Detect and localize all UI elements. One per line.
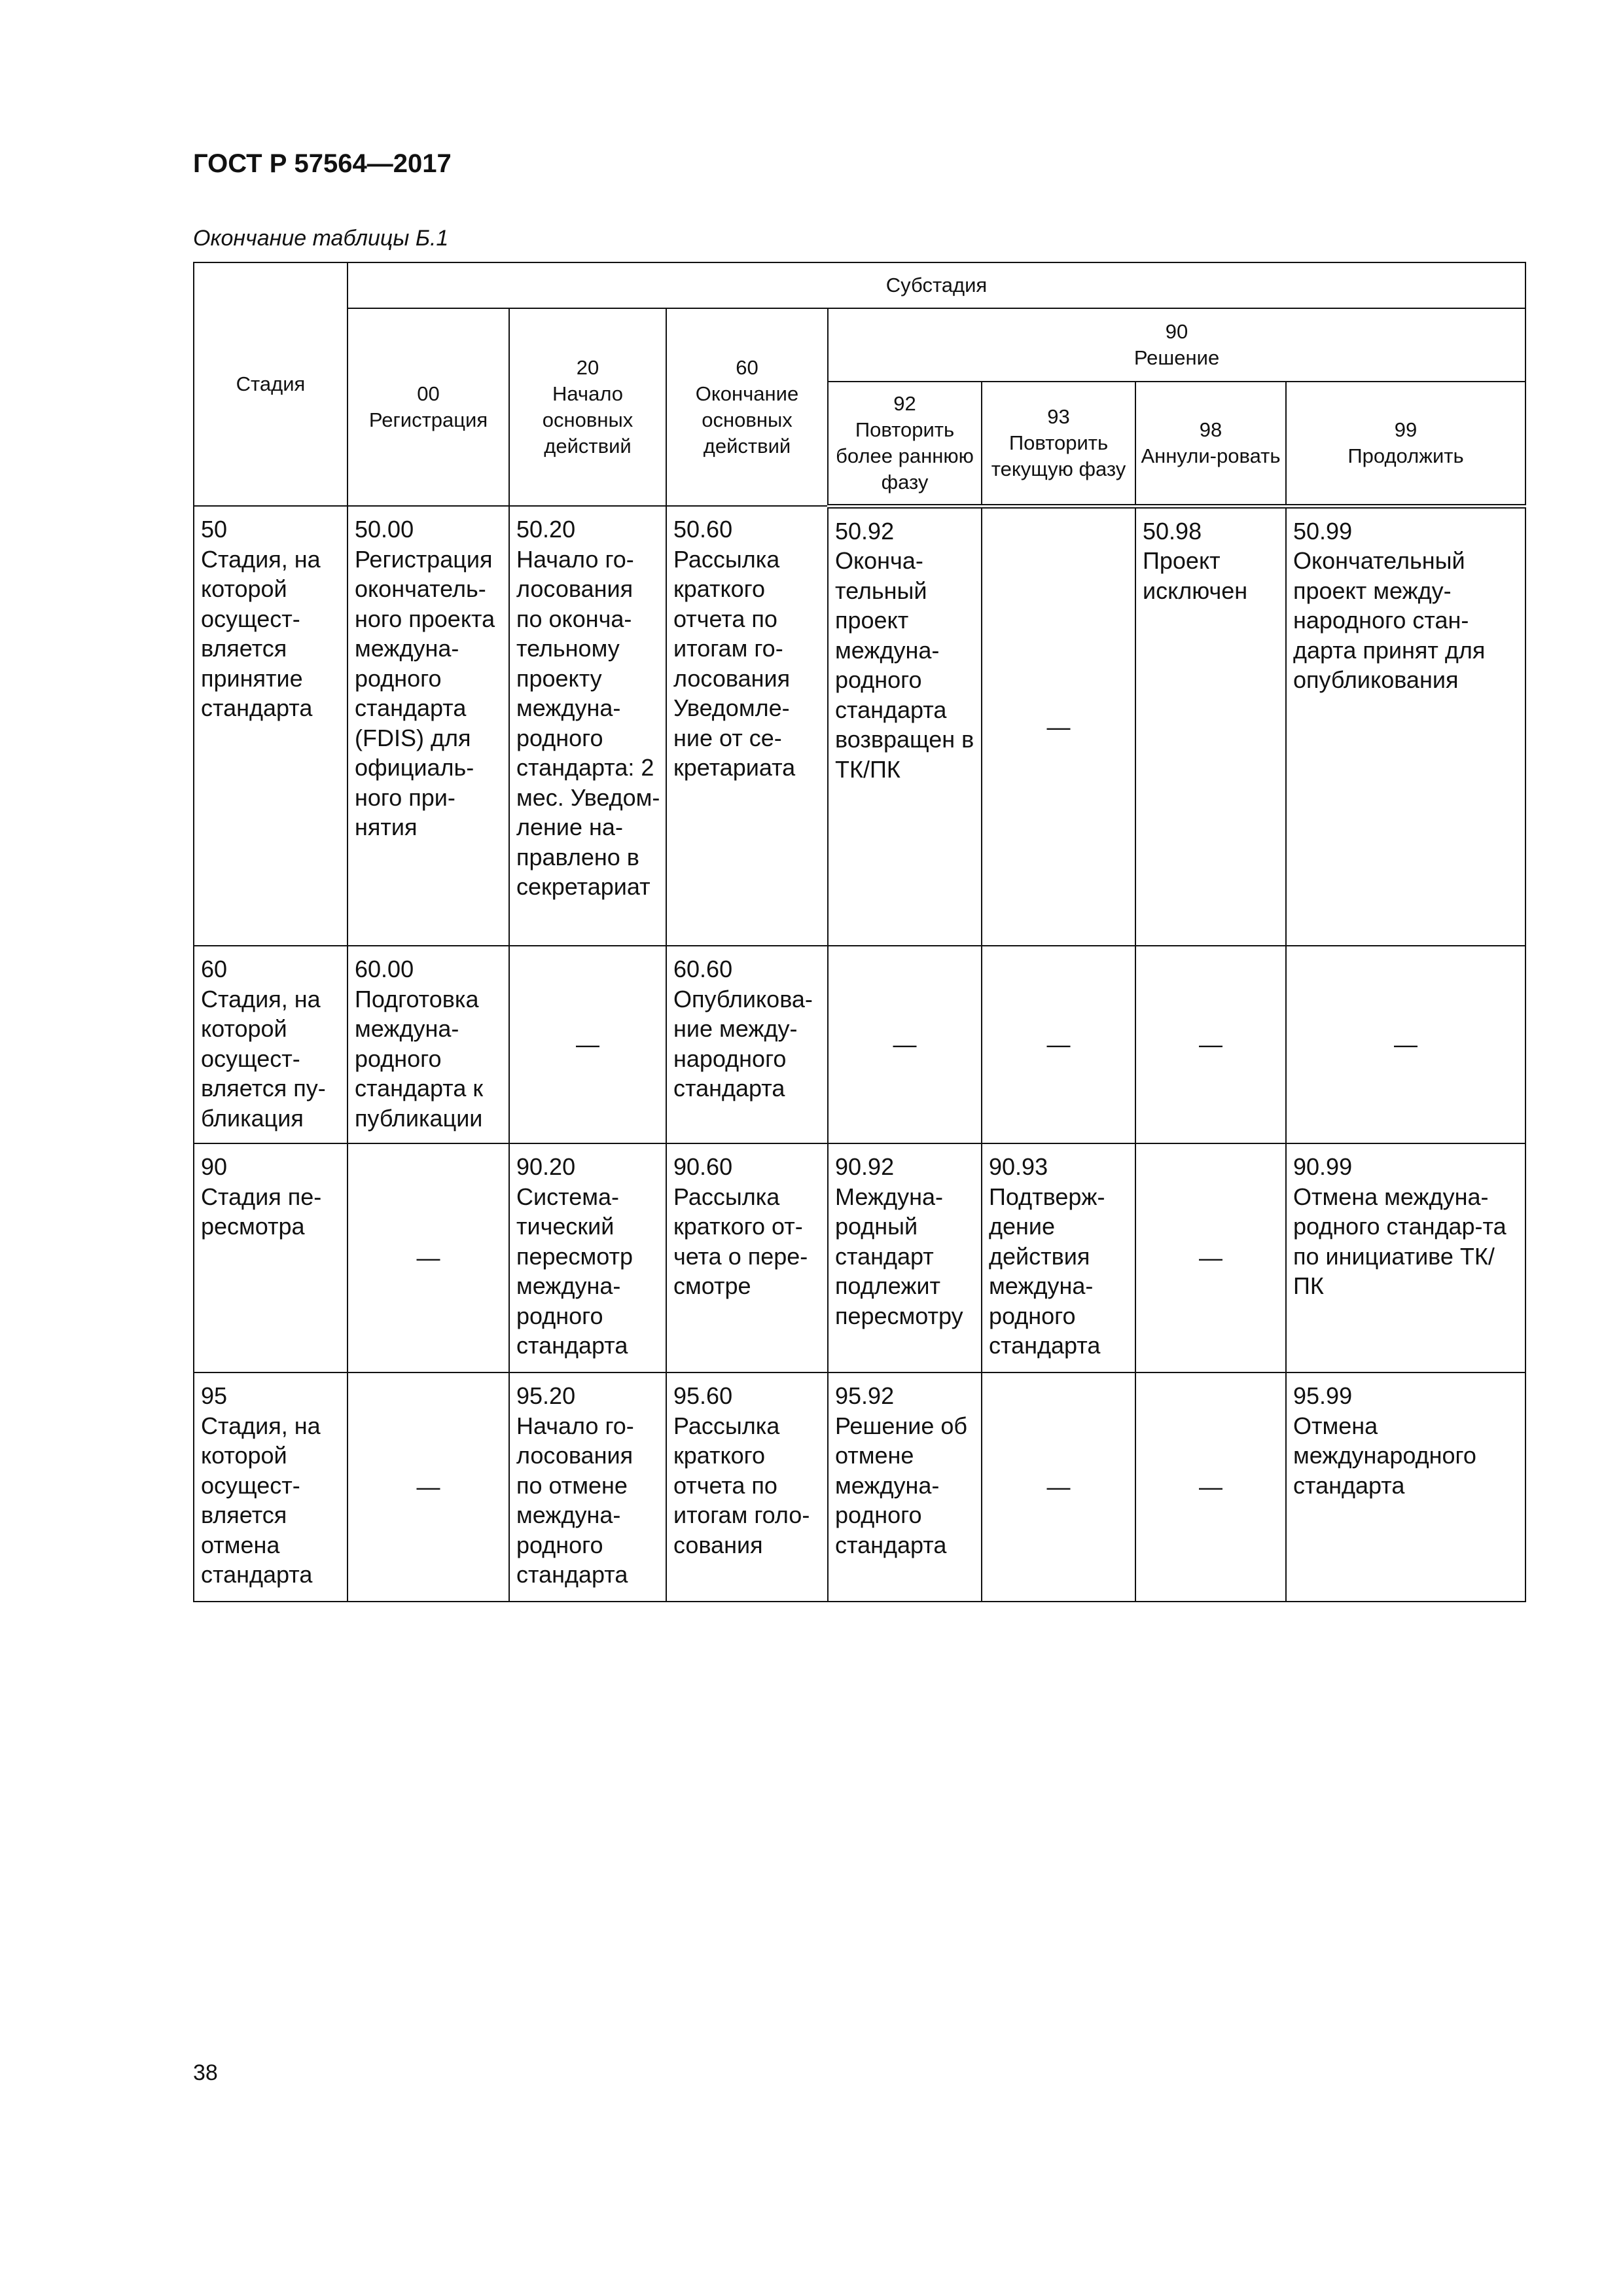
substage-code: 95.99 [1293, 1382, 1353, 1409]
substage-code: 90.93 [989, 1153, 1048, 1180]
cell-50-98 [1135, 506, 1286, 946]
substage-code: 95.20 [516, 1382, 576, 1409]
empty-cell-dash: — [1135, 1143, 1286, 1372]
cell-50-20 [509, 506, 666, 946]
cell-50-92 [828, 506, 982, 946]
col-label: Окончание основных действий [695, 382, 799, 457]
substage-text: Регистрация окончатель-ного проекта междуна-родного стандарта (FDIS) для официаль-ного при-нятия [355, 545, 495, 840]
empty-cell-dash: — [509, 946, 666, 1143]
substage-table [193, 262, 1526, 1602]
table-row-90 [194, 1143, 1525, 1372]
cell-60-60 [666, 946, 828, 1143]
table-row-95 [194, 1372, 1525, 1602]
col-header-60 [666, 308, 828, 506]
stage-label: Стадия, на которой осущест-вляется принятие стандарта [201, 545, 321, 721]
stage-label: Стадия пе-ресмотра [201, 1183, 322, 1240]
stage-label: Стадия, на которой осущест-вляется пу-бликация [201, 985, 326, 1132]
substage-text: Оконча-тельный проект междуна-родного стандарта возвращен в ТК/ПК [835, 547, 974, 783]
substage-text: Проект исключен [1143, 547, 1248, 604]
substage-code: 90.99 [1293, 1153, 1353, 1180]
substage-text: Начало го-лосования по отмене междуна-родного стандарта [516, 1412, 634, 1588]
substage-code: 95.92 [835, 1382, 895, 1409]
cell-90-92 [828, 1143, 982, 1372]
col-label: Повторить более раннюю фазу [836, 418, 974, 493]
empty-cell-dash: — [982, 1372, 1135, 1602]
col-header-98 [1135, 382, 1286, 506]
substage-text: Окончательный проект между-народного стан-дарта принят для опубликования [1293, 547, 1486, 693]
col-header-93 [982, 382, 1135, 506]
substage-code: 60.60 [673, 956, 733, 982]
col-label: Продолжить [1347, 444, 1464, 467]
col-code: 00 [417, 382, 440, 405]
stage-cell [194, 1372, 348, 1602]
substage-text: Решение об отмене междуна-родного стандарта [835, 1412, 968, 1558]
cell-60-00 [348, 946, 509, 1143]
table-row-50 [194, 506, 1525, 946]
substage-code: 50.92 [835, 517, 895, 545]
substage-code: 50.98 [1143, 517, 1202, 545]
substage-text: Рассылка краткого отчета по итогам го-лосования Уведомле-ние от се-кретариата [673, 545, 796, 781]
stage-cell [194, 506, 348, 946]
substage-text: Рассылка краткого от-чета о пере-смотре [673, 1183, 808, 1299]
cell-90-99 [1286, 1143, 1525, 1372]
stage-header: Стадия [194, 262, 348, 506]
col-code: 20 [576, 356, 599, 379]
empty-cell-dash: — [348, 1372, 509, 1602]
substage-code: 50.00 [355, 516, 414, 543]
substage-header: Субстадия [348, 262, 1525, 308]
substage-text: Начало го-лосования по оконча-тельному проекту междуна-родного стандарта: 2 мес. Уведом-ление на-правлено в секретариат [516, 545, 660, 900]
cell-50-60 [666, 506, 828, 946]
empty-cell-dash: — [982, 506, 1135, 946]
col-header-00 [348, 308, 509, 506]
substage-text: Рассылка краткого отчета по итогам голо-сования [673, 1412, 810, 1558]
substage-code: 90.20 [516, 1153, 576, 1180]
empty-cell-dash: — [828, 946, 982, 1143]
cell-95-99 [1286, 1372, 1525, 1602]
substage-text: Система-тический пересмотр междуна-родного стандарта [516, 1183, 633, 1359]
cell-95-92 [828, 1372, 982, 1602]
col-header-20 [509, 308, 666, 506]
col-code: 98 [1199, 418, 1222, 441]
col-label: Повторить текущую фазу [991, 431, 1126, 480]
cell-50-00 [348, 506, 509, 946]
document-title: ГОСТ Р 57564—2017 [193, 149, 452, 178]
empty-cell-dash: — [982, 946, 1135, 1143]
stage-code: 60 [201, 956, 228, 982]
cell-90-20 [509, 1143, 666, 1372]
substage-text: Подготовка междуна-родного стандарта к публикации [355, 985, 484, 1132]
stage-code: 90 [201, 1153, 228, 1180]
empty-cell-dash: — [1286, 946, 1525, 1143]
col-header-90 [828, 308, 1525, 382]
empty-cell-dash: — [1135, 1372, 1286, 1602]
substage-code: 95.60 [673, 1382, 733, 1409]
substage-text: Опубликова-ние между-народного стандарта [673, 985, 813, 1102]
table-row-60 [194, 946, 1525, 1143]
substage-code: 50.20 [516, 516, 576, 543]
substage-text: Отмена международного стандарта [1293, 1412, 1476, 1499]
cell-90-93 [982, 1143, 1135, 1372]
cell-95-20 [509, 1372, 666, 1602]
col-code: 92 [893, 391, 916, 415]
col-header-92 [828, 382, 982, 506]
stage-cell [194, 946, 348, 1143]
col-label: Аннули-ровать [1141, 444, 1281, 467]
substage-text: Подтверж-дение действия междуна-родного стандарта [989, 1183, 1105, 1359]
substage-text: Междуна-родный стандарт подлежит пересмотру [835, 1183, 963, 1329]
col-label: Решение [1133, 346, 1220, 369]
substage-code: 90.60 [673, 1153, 733, 1180]
col-label: Начало основных действий [542, 382, 633, 457]
col-code: 99 [1394, 418, 1418, 441]
substage-code: 60.00 [355, 956, 414, 982]
stage-label: Стадия, на которой осущест-вляется отмена стандарта [201, 1412, 321, 1588]
cell-90-60 [666, 1143, 828, 1372]
col-code: 60 [736, 356, 758, 379]
substage-code: 50.60 [673, 516, 733, 543]
col-code: 93 [1047, 404, 1070, 428]
stage-cell [194, 1143, 348, 1372]
empty-cell-dash: — [1135, 946, 1286, 1143]
stage-code: 50 [201, 516, 228, 543]
empty-cell-dash: — [348, 1143, 509, 1372]
substage-text: Отмена междуна-родного стандар-та по инициативе ТК/ПК [1293, 1183, 1507, 1299]
page-number: 38 [193, 2060, 218, 2085]
col-code: 90 [1165, 320, 1188, 343]
cell-50-99 [1286, 506, 1525, 946]
substage-code: 50.99 [1293, 517, 1353, 545]
cell-95-60 [666, 1372, 828, 1602]
stage-code: 95 [201, 1382, 228, 1409]
col-header-99 [1286, 382, 1525, 506]
col-label: Регистрация [368, 408, 488, 431]
substage-code: 90.92 [835, 1153, 895, 1180]
table-caption: Окончание таблицы Б.1 [193, 226, 449, 251]
